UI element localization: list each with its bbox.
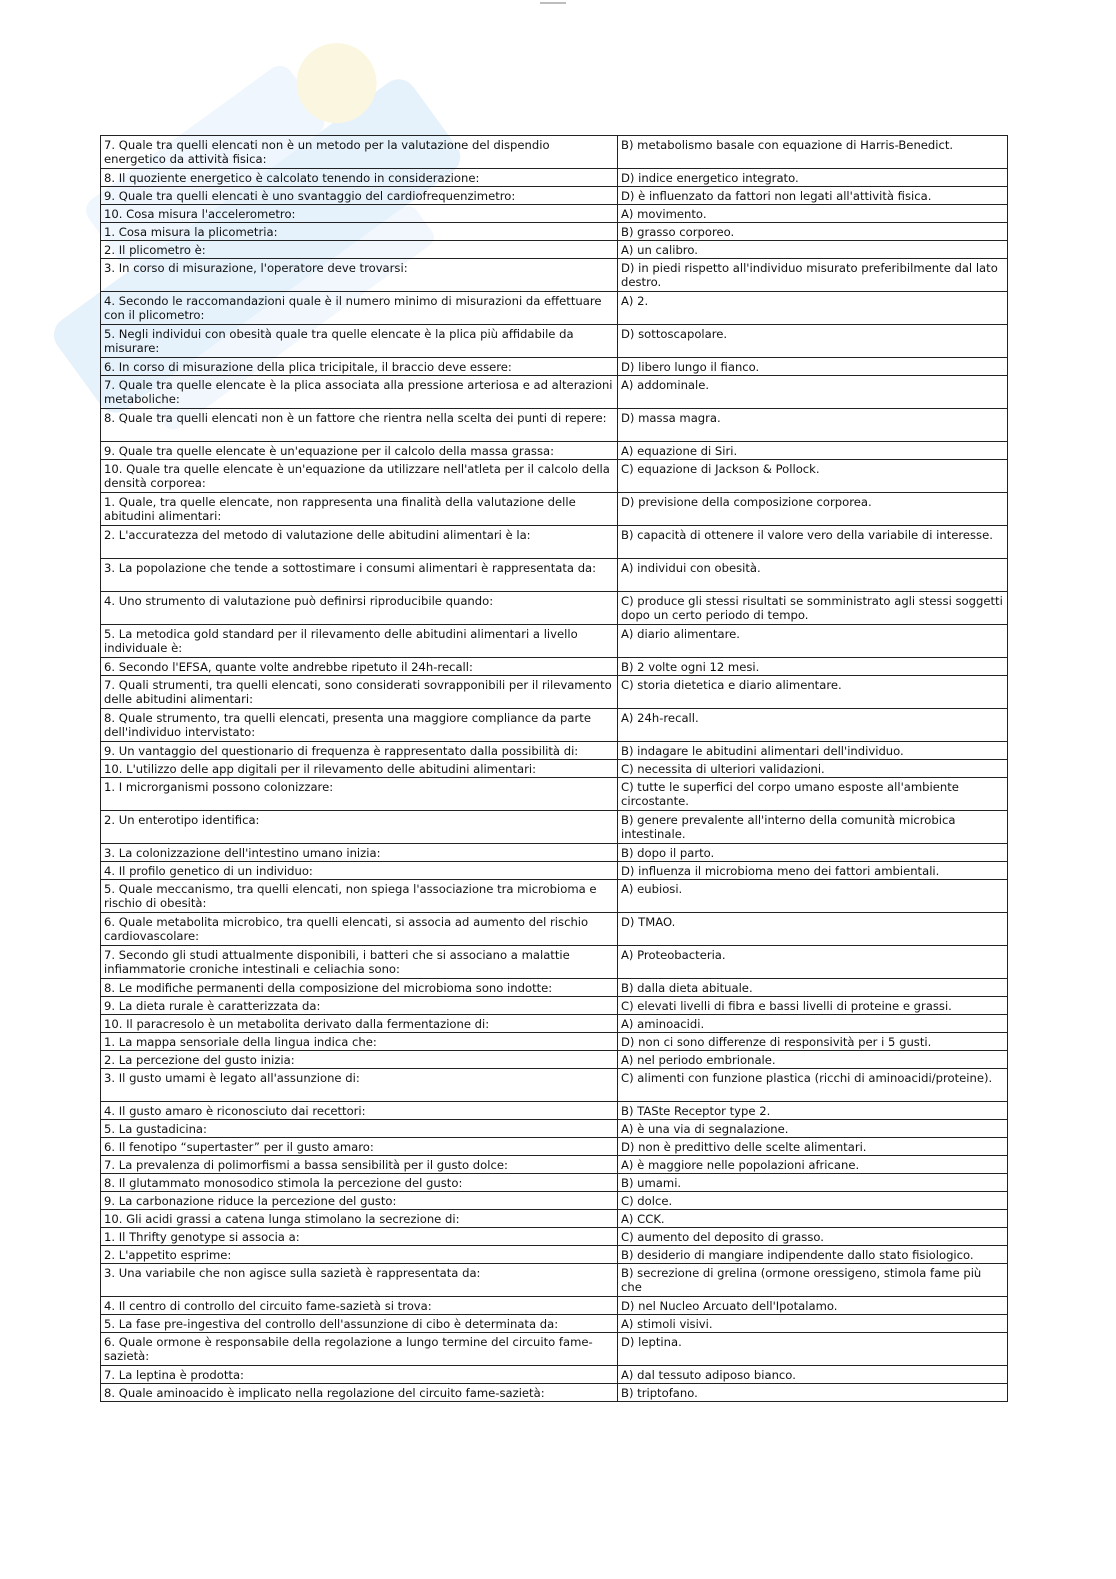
answer-cell: D) non ci sono differenze di responsività per i 5 gusti. bbox=[618, 1033, 1008, 1051]
question-cell: 2. La percezione del gusto inizia: bbox=[101, 1051, 618, 1069]
question-cell: 2. Un enterotipo identifica: bbox=[101, 811, 618, 844]
table-row bbox=[101, 1174, 1008, 1192]
answer-cell: A) dal tessuto adiposo bianco. bbox=[618, 1366, 1008, 1384]
answer-cell: A) 24h-recall. bbox=[618, 709, 1008, 742]
table-row bbox=[101, 592, 1008, 625]
question-cell: 8. Il quoziente energetico è calcolato tenendo in considerazione: bbox=[101, 169, 618, 187]
table-row bbox=[101, 241, 1008, 259]
question-cell: 8. Quale strumento, tra quelli elencati, presenta una maggiore compliance da parte dell'individuo intervistato: bbox=[101, 709, 618, 742]
answer-cell: B) capacità di ottenere il valore vero della variabile di interesse. bbox=[618, 526, 1008, 559]
question-cell: 10. L'utilizzo delle app digitali per il rilevamento delle abitudini alimentari: bbox=[101, 760, 618, 778]
question-cell: 2. Il plicometro è: bbox=[101, 241, 618, 259]
question-cell: 10. Quale tra quelle elencate è un'equazione da utilizzare nell'atleta per il calcolo della densità corporea: bbox=[101, 460, 618, 493]
answer-cell: B) desiderio di mangiare indipendente dallo stato fisiologico. bbox=[618, 1246, 1008, 1264]
question-cell: 4. Secondo le raccomandazioni quale è il numero minimo di misurazioni da effettuare con il plicometro: bbox=[101, 292, 618, 325]
answer-cell: A) Proteobacteria. bbox=[618, 946, 1008, 979]
table-row bbox=[101, 493, 1008, 526]
table-row bbox=[101, 325, 1008, 358]
answer-cell: B) indagare le abitudini alimentari dell'individuo. bbox=[618, 742, 1008, 760]
table-row bbox=[101, 409, 1008, 442]
table-row bbox=[101, 1033, 1008, 1051]
table-row bbox=[101, 1246, 1008, 1264]
question-cell: 7. Quale tra quelle elencate è la plica associata alla pressione arteriosa e ad alterazioni metaboliche: bbox=[101, 376, 618, 409]
answer-cell: D) è influenzato da fattori non legati all'attività fisica. bbox=[618, 187, 1008, 205]
question-cell: 9. Quale tra quelli elencati è uno svantaggio del cardiofrequenzimetro: bbox=[101, 187, 618, 205]
question-cell: 2. L'accuratezza del metodo di valutazione delle abitudini alimentari è la: bbox=[101, 526, 618, 559]
table-row bbox=[101, 559, 1008, 592]
table-row bbox=[101, 844, 1008, 862]
table-row bbox=[101, 259, 1008, 292]
question-cell: 8. Quale tra quelli elencati non è un fattore che rientra nella scelta dei punti di repere: bbox=[101, 409, 618, 442]
answer-cell: C) alimenti con funzione plastica (ricchi di aminoacidi/proteine). bbox=[618, 1069, 1008, 1102]
table-row bbox=[101, 1102, 1008, 1120]
table-row bbox=[101, 1297, 1008, 1315]
answer-cell: A) CCK. bbox=[618, 1210, 1008, 1228]
answer-cell: B) 2 volte ogni 12 mesi. bbox=[618, 658, 1008, 676]
table-row bbox=[101, 376, 1008, 409]
question-cell: 9. Un vantaggio del questionario di frequenza è rappresentato dalla possibilità di: bbox=[101, 742, 618, 760]
question-cell: 7. Quali strumenti, tra quelli elencati, sono considerati sovrapponibili per il rilevamento delle abitudini alimentari: bbox=[101, 676, 618, 709]
table-row bbox=[101, 1210, 1008, 1228]
question-cell: 9. Quale tra quelle elencate è un'equazione per il calcolo della massa grassa: bbox=[101, 442, 618, 460]
table-row bbox=[101, 223, 1008, 241]
table-row bbox=[101, 760, 1008, 778]
answer-cell: C) equazione di Jackson & Pollock. bbox=[618, 460, 1008, 493]
answer-cell: D) influenza il microbioma meno dei fattori ambientali. bbox=[618, 862, 1008, 880]
table-row bbox=[101, 1366, 1008, 1384]
answer-cell: A) individui con obesità. bbox=[618, 559, 1008, 592]
answer-cell: B) umami. bbox=[618, 1174, 1008, 1192]
answer-cell: B) grasso corporeo. bbox=[618, 223, 1008, 241]
table-row bbox=[101, 658, 1008, 676]
answer-cell: D) TMAO. bbox=[618, 913, 1008, 946]
page-header-mark bbox=[540, 2, 566, 4]
question-cell: 7. La prevalenza di polimorfismi a bassa sensibilità per il gusto dolce: bbox=[101, 1156, 618, 1174]
answer-cell: B) dopo il parto. bbox=[618, 844, 1008, 862]
table-row bbox=[101, 742, 1008, 760]
question-cell: 5. La metodica gold standard per il rilevamento delle abitudini alimentari a livello individuale è: bbox=[101, 625, 618, 658]
question-cell: 4. Il profilo genetico di un individuo: bbox=[101, 862, 618, 880]
question-cell: 4. Il centro di controllo del circuito fame-sazietà si trova: bbox=[101, 1297, 618, 1315]
question-cell: 9. La dieta rurale è caratterizzata da: bbox=[101, 997, 618, 1015]
question-cell: 1. Quale, tra quelle elencate, non rappresenta una finalità della valutazione delle abitudini alimentari: bbox=[101, 493, 618, 526]
table-row bbox=[101, 205, 1008, 223]
question-cell: 3. La popolazione che tende a sottostimare i consumi alimentari è rappresentata da: bbox=[101, 559, 618, 592]
answer-cell: A) movimento. bbox=[618, 205, 1008, 223]
table-row bbox=[101, 1120, 1008, 1138]
table-row bbox=[101, 136, 1008, 169]
table-row bbox=[101, 292, 1008, 325]
table-row bbox=[101, 676, 1008, 709]
question-cell: 3. Il gusto umami è legato all'assunzione di: bbox=[101, 1069, 618, 1102]
question-cell: 3. Una variabile che non agisce sulla sazietà è rappresentata da: bbox=[101, 1264, 618, 1297]
question-cell: 1. La mappa sensoriale della lingua indica che: bbox=[101, 1033, 618, 1051]
answer-cell: A) 2. bbox=[618, 292, 1008, 325]
answer-cell: D) previsione della composizione corporea. bbox=[618, 493, 1008, 526]
question-cell: 3. La colonizzazione dell'intestino umano inizia: bbox=[101, 844, 618, 862]
question-cell: 1. Cosa misura la plicometria: bbox=[101, 223, 618, 241]
answer-cell: A) eubiosi. bbox=[618, 880, 1008, 913]
answer-cell: C) aumento del deposito di grasso. bbox=[618, 1228, 1008, 1246]
question-cell: 10. Il paracresolo è un metabolita derivato dalla fermentazione di: bbox=[101, 1015, 618, 1033]
question-cell: 4. Uno strumento di valutazione può definirsi riproducibile quando: bbox=[101, 592, 618, 625]
table-row bbox=[101, 862, 1008, 880]
answer-cell: D) libero lungo il fianco. bbox=[618, 358, 1008, 376]
answer-cell: C) storia dietetica e diario alimentare. bbox=[618, 676, 1008, 709]
answer-cell: A) è maggiore nelle popolazioni africane. bbox=[618, 1156, 1008, 1174]
table-row bbox=[101, 811, 1008, 844]
answer-cell: B) triptofano. bbox=[618, 1384, 1008, 1402]
table-row bbox=[101, 1156, 1008, 1174]
table-row bbox=[101, 913, 1008, 946]
answer-cell: B) genere prevalente all'interno della comunità microbica intestinale. bbox=[618, 811, 1008, 844]
answer-cell: A) addominale. bbox=[618, 376, 1008, 409]
answer-cell: A) stimoli visivi. bbox=[618, 1315, 1008, 1333]
table-row bbox=[101, 1069, 1008, 1102]
question-cell: 7. Secondo gli studi attualmente disponibili, i batteri che si associano a malattie infiammatorie croniche intestinali e celiachia sono: bbox=[101, 946, 618, 979]
table-row bbox=[101, 460, 1008, 493]
question-cell: 4. Il gusto amaro è riconosciuto dai recettori: bbox=[101, 1102, 618, 1120]
table-row bbox=[101, 1192, 1008, 1210]
answer-cell: C) tutte le superfici del corpo umano esposte all'ambiente circostante. bbox=[618, 778, 1008, 811]
table-row bbox=[101, 1333, 1008, 1366]
quiz-answers-table bbox=[100, 135, 1008, 1402]
answer-cell: C) dolce. bbox=[618, 1192, 1008, 1210]
question-cell: 7. Quale tra quelli elencati non è un metodo per la valutazione del dispendio energetico da attività fisica: bbox=[101, 136, 618, 169]
table-row bbox=[101, 526, 1008, 559]
answer-cell: A) equazione di Siri. bbox=[618, 442, 1008, 460]
table-row bbox=[101, 1138, 1008, 1156]
table-row bbox=[101, 1315, 1008, 1333]
answer-cell: C) elevati livelli di fibra e bassi livelli di proteine e grassi. bbox=[618, 997, 1008, 1015]
table-row bbox=[101, 880, 1008, 913]
question-cell: 8. Le modifiche permanenti della composizione del microbioma sono indotte: bbox=[101, 979, 618, 997]
question-cell: 7. La leptina è prodotta: bbox=[101, 1366, 618, 1384]
answer-cell: D) massa magra. bbox=[618, 409, 1008, 442]
question-cell: 1. I microrganismi possono colonizzare: bbox=[101, 778, 618, 811]
answer-cell: A) nel periodo embrionale. bbox=[618, 1051, 1008, 1069]
table-row bbox=[101, 1384, 1008, 1402]
question-cell: 6. Il fenotipo “supertaster” per il gusto amaro: bbox=[101, 1138, 618, 1156]
answer-cell: D) leptina. bbox=[618, 1333, 1008, 1366]
answer-cell: D) in piedi rispetto all'individuo misurato preferibilmente dal lato destro. bbox=[618, 259, 1008, 292]
table-row bbox=[101, 778, 1008, 811]
table-row bbox=[101, 979, 1008, 997]
question-cell: 6. Secondo l'EFSA, quante volte andrebbe ripetuto il 24h-recall: bbox=[101, 658, 618, 676]
question-cell: 10. Cosa misura l'accelerometro: bbox=[101, 205, 618, 223]
question-cell: 3. In corso di misurazione, l'operatore deve trovarsi: bbox=[101, 259, 618, 292]
table-row bbox=[101, 946, 1008, 979]
question-cell: 5. Quale meccanismo, tra quelli elencati, non spiega l'associazione tra microbioma e rischio di obesità: bbox=[101, 880, 618, 913]
answer-cell: B) TASte Receptor type 2. bbox=[618, 1102, 1008, 1120]
table-row bbox=[101, 709, 1008, 742]
answer-cell: B) dalla dieta abituale. bbox=[618, 979, 1008, 997]
table-row bbox=[101, 997, 1008, 1015]
question-cell: 5. Negli individui con obesità quale tra quelle elencate è la plica più affidabile da misurare: bbox=[101, 325, 618, 358]
question-cell: 6. In corso di misurazione della plica tricipitale, il braccio deve essere: bbox=[101, 358, 618, 376]
answer-cell: A) un calibro. bbox=[618, 241, 1008, 259]
question-cell: 10. Gli acidi grassi a catena lunga stimolano la secrezione di: bbox=[101, 1210, 618, 1228]
answer-cell: A) diario alimentare. bbox=[618, 625, 1008, 658]
question-cell: 5. La fase pre-ingestiva del controllo dell'assunzione di cibo è determinata da: bbox=[101, 1315, 618, 1333]
table-row bbox=[101, 169, 1008, 187]
answer-cell: D) sottoscapolare. bbox=[618, 325, 1008, 358]
table-row bbox=[101, 1228, 1008, 1246]
answer-cell: C) necessita di ulteriori validazioni. bbox=[618, 760, 1008, 778]
question-cell: 9. La carbonazione riduce la percezione del gusto: bbox=[101, 1192, 618, 1210]
table-row bbox=[101, 187, 1008, 205]
table-row bbox=[101, 358, 1008, 376]
question-cell: 2. L'appetito esprime: bbox=[101, 1246, 618, 1264]
table-row bbox=[101, 1015, 1008, 1033]
table-row bbox=[101, 1051, 1008, 1069]
answer-cell: A) aminoacidi. bbox=[618, 1015, 1008, 1033]
question-cell: 6. Quale metabolita microbico, tra quelli elencati, si associa ad aumento del rischio cardiovascolare: bbox=[101, 913, 618, 946]
table-row bbox=[101, 625, 1008, 658]
answer-cell: D) nel Nucleo Arcuato dell'Ipotalamo. bbox=[618, 1297, 1008, 1315]
question-cell: 6. Quale ormone è responsabile della regolazione a lungo termine del circuito fame-sazietà: bbox=[101, 1333, 618, 1366]
answer-cell: B) secrezione di grelina (ormone oressigeno, stimola fame più che bbox=[618, 1264, 1008, 1297]
table-row bbox=[101, 442, 1008, 460]
question-cell: 1. Il Thrifty genotype si associa a: bbox=[101, 1228, 618, 1246]
question-cell: 8. Il glutammato monosodico stimola la percezione del gusto: bbox=[101, 1174, 618, 1192]
answer-cell: D) non è predittivo delle scelte alimentari. bbox=[618, 1138, 1008, 1156]
question-cell: 8. Quale aminoacido è implicato nella regolazione del circuito fame-sazietà: bbox=[101, 1384, 618, 1402]
question-cell: 5. La gustadicina: bbox=[101, 1120, 618, 1138]
table-row bbox=[101, 1264, 1008, 1297]
answer-cell: D) indice energetico integrato. bbox=[618, 169, 1008, 187]
answer-cell: A) è una via di segnalazione. bbox=[618, 1120, 1008, 1138]
answer-cell: B) metabolismo basale con equazione di Harris-Benedict. bbox=[618, 136, 1008, 169]
answer-cell: C) produce gli stessi risultati se somministrato agli stessi soggetti dopo un certo periodo di tempo. bbox=[618, 592, 1008, 625]
